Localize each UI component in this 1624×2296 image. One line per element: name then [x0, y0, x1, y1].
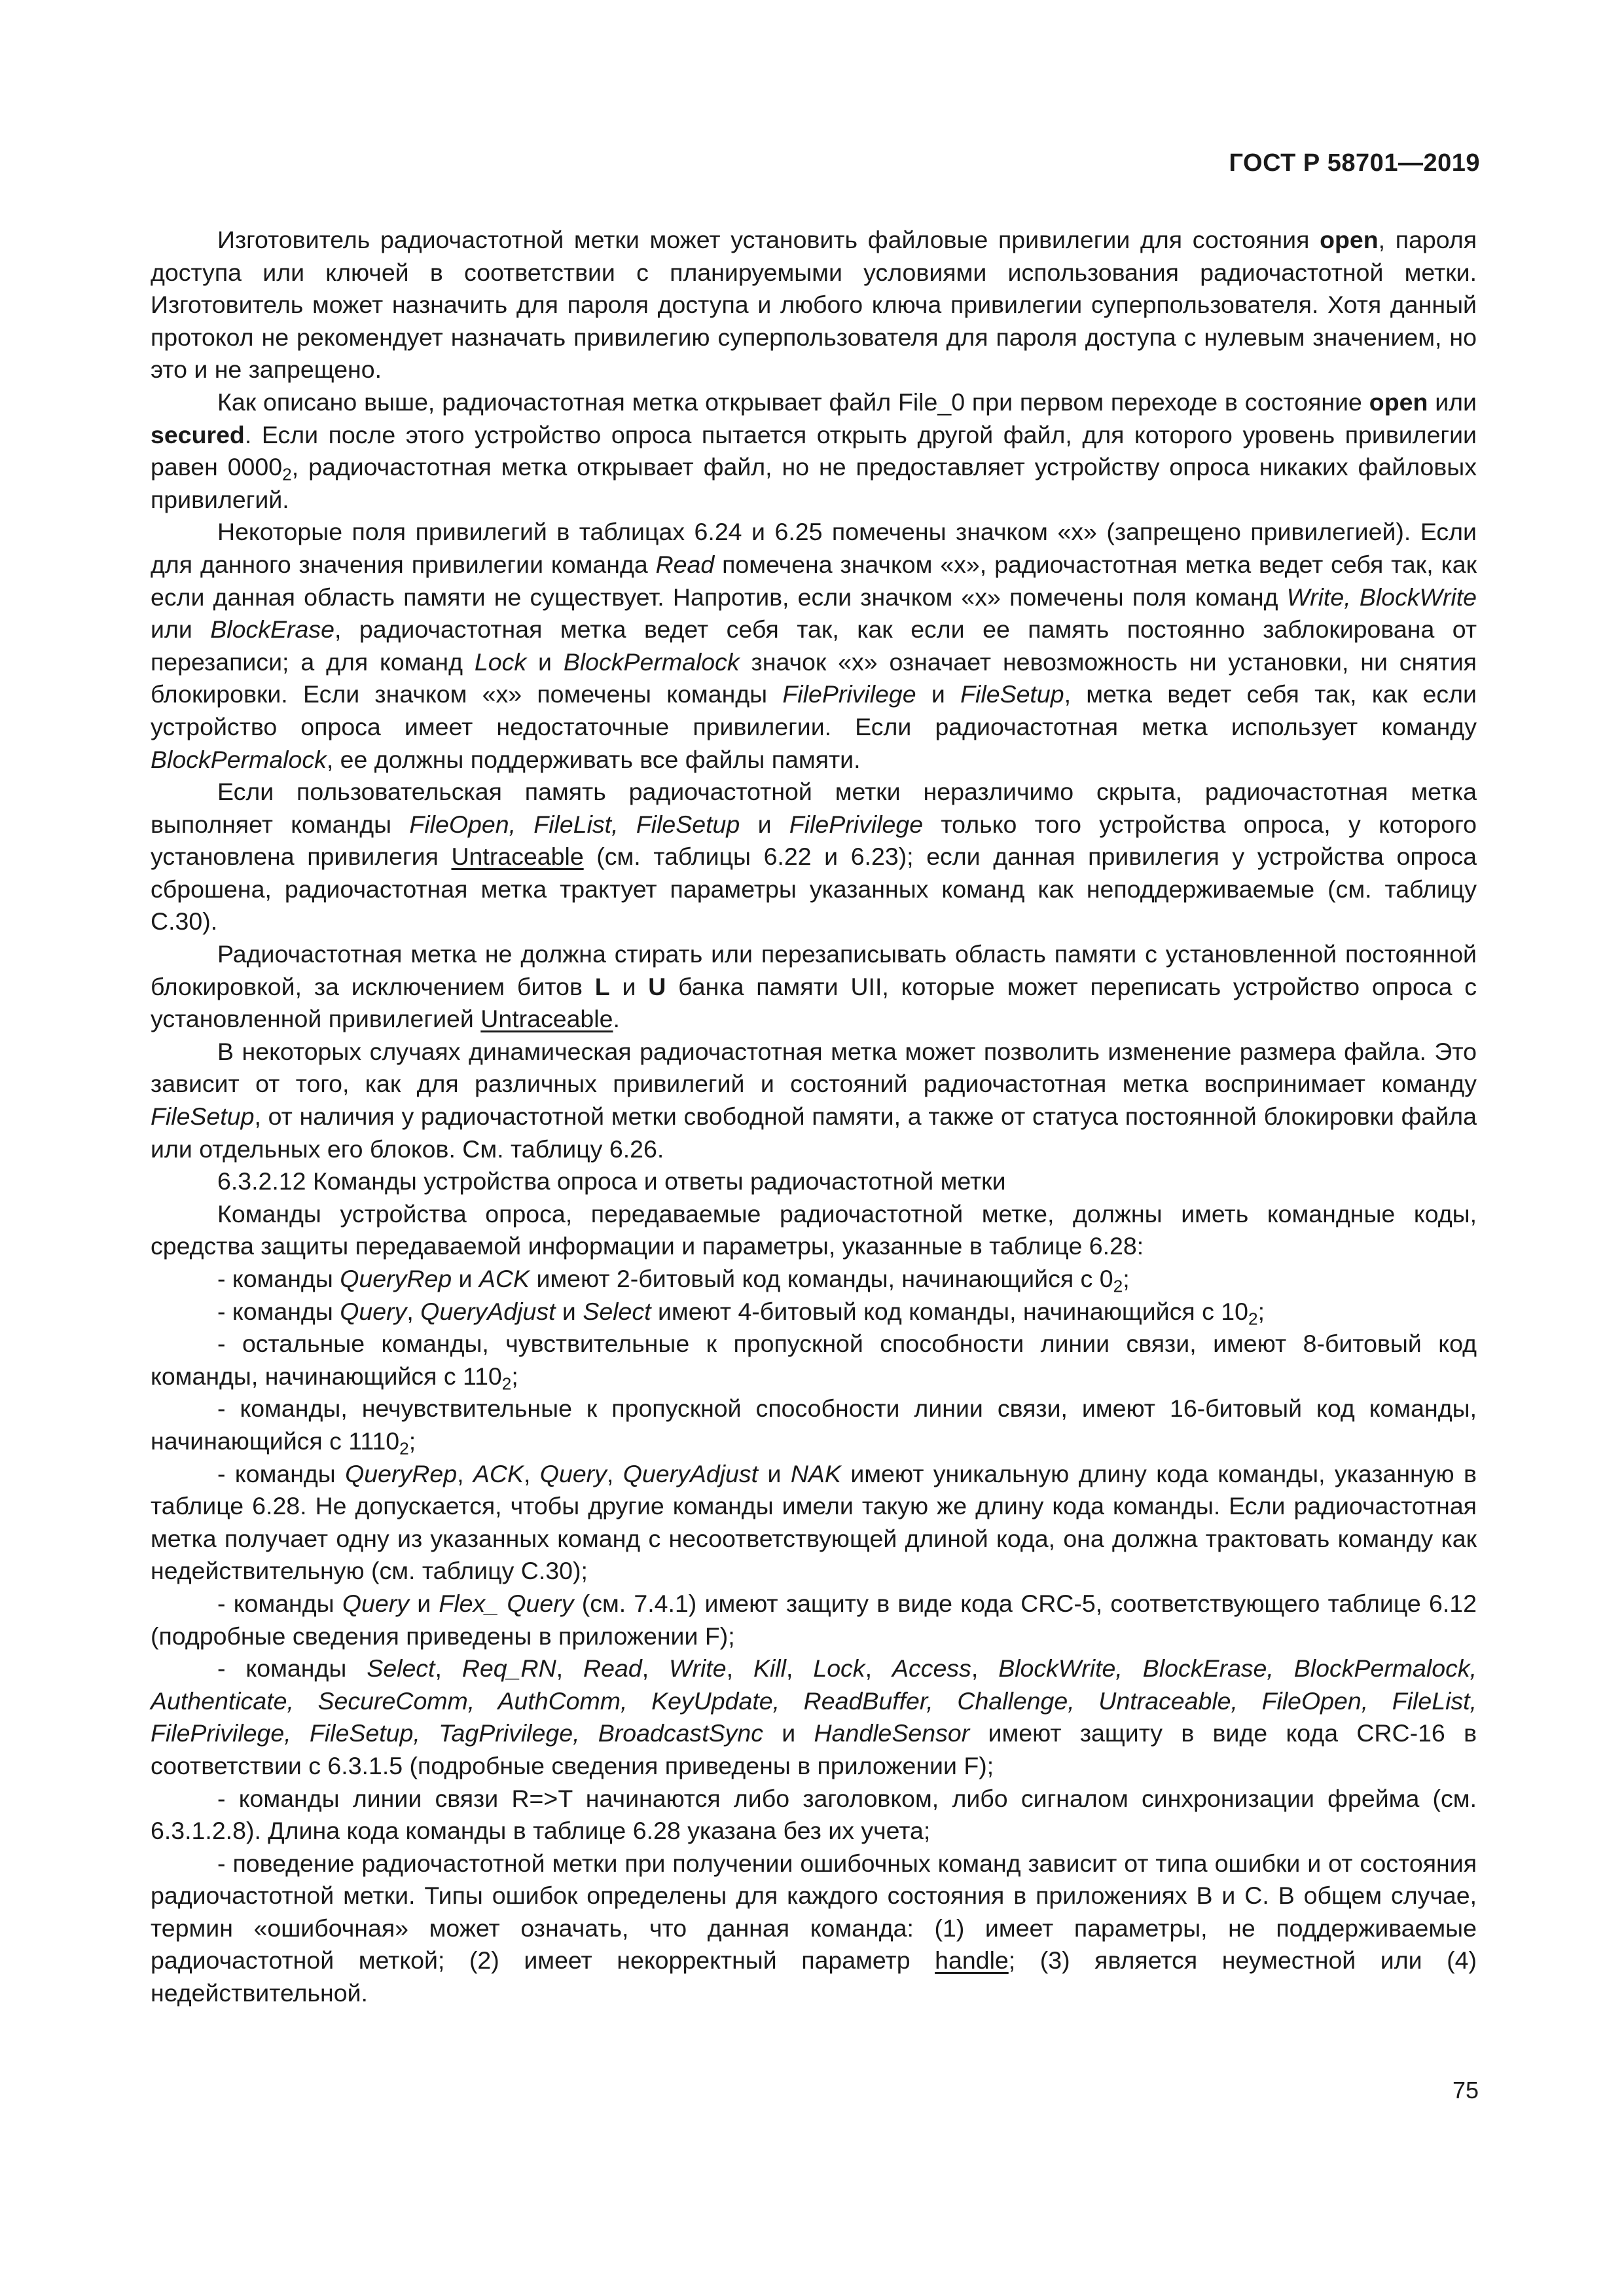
subscript: 2 — [399, 1438, 409, 1459]
subscript: 2 — [1113, 1276, 1123, 1296]
text-run: , — [406, 1297, 421, 1325]
text-run: , — [606, 1459, 623, 1487]
paragraph — [151, 1165, 1477, 1198]
text-run: - команды — [217, 1589, 342, 1617]
italic-term: QueryRep — [340, 1265, 452, 1292]
italic-term: FilePrivilege — [782, 680, 916, 708]
text-run: Если пользовательская память радиочастотной метки неразличимо скрыта, радиочастотная метка выполняет команды — [151, 778, 1477, 838]
underlined-term: Untraceable — [451, 843, 584, 871]
italic-term: HandleSensor — [814, 1719, 970, 1747]
paragraph — [151, 776, 1477, 938]
text-run: , — [865, 1654, 892, 1683]
text-run: имеют 2-битовый код команды, начинающийся с 0 — [530, 1265, 1113, 1292]
italic-term: Write, BlockWrite — [1286, 583, 1477, 611]
text-run: , — [523, 1459, 540, 1487]
bold-term: secured — [151, 420, 245, 448]
text-run: Некоторые поля привилегий в таблицах 6.24 и 6.25 помечены значком «x» (запрещено привилегией). Если для данного значения привилегии команда — [151, 518, 1477, 578]
text-run: и — [758, 1459, 791, 1487]
text-run: - команды линии связи R=>T начинаются либо заголовком, либо сигналом синхронизации фрейма (см. 6.3.1.2.8). Длина кода команды в таблице 6.28 указана без их учета; — [151, 1784, 1477, 1845]
text-run: В некоторых случаях динамическая радиочастотная метка может позволить изменение размера файла. Это зависит от того, как для различных привилегий и состояний радиочастотная метка воспринимает команду — [151, 1037, 1477, 1098]
text-run: - поведение радиочастотной метки при получении ошибочных команд зависит от типа ошибки и от состояния радиочастотной метки. Типы ошибок определены для каждого состояния в приложениях В и С. В общем случае, термин «ошибочная» может означать, что данная команда: (1) имеет параметры, не поддерживаемые радиочастотной меткой; (2) имеет некорректный параметр — [151, 1849, 1477, 1975]
bold-term: open — [1369, 388, 1428, 416]
italic-term: QueryAdjust — [420, 1297, 556, 1325]
text-run: Команды устройства опроса, передаваемые радиочастотной метке, должны иметь командные коды, средства защиты передаваемой информации и параметры, указанные в таблице 6.28: — [151, 1199, 1477, 1260]
text-run: , — [641, 1654, 670, 1683]
text-run: или — [151, 615, 211, 644]
text-run: ; — [1123, 1265, 1130, 1292]
text-run: Радиочастотная метка не должна стирать или перезаписывать область памяти с установленной постоянной блокировкой, за исключением битов — [151, 940, 1477, 1000]
text-run: имеют уникальную длину кода команды, указанную в таблице 6.28. Не допускается, чтобы другие команды имели такую же длину кода команды. Если радиочастотная метка получает одну из указанных команд с несоответствующей длиной кода, она должна трактовать команду как недействительную (см. таблицу С.30); — [151, 1459, 1477, 1585]
text-run: , — [556, 1654, 584, 1683]
italic-term: Req_RN — [461, 1654, 556, 1683]
standard-header: ГОСТ Р 58701—2019 — [1229, 149, 1480, 177]
text-run: и — [763, 1719, 814, 1747]
paragraph — [151, 1328, 1477, 1393]
italic-term: Query — [340, 1297, 407, 1325]
italic-term: BlockWrite, BlockErase, BlockPermalock, Authenticate, SecureComm, AuthComm, KeyUpdate, ReadBuffer, Challenge, Untraceable, FileOpen, FileList, FilePrivilege, FileSetup, TagPrivilege, BroadcastSync — [151, 1654, 1477, 1747]
text-run: - команды — [217, 1654, 367, 1683]
text-run: - команды — [217, 1459, 346, 1487]
italic-term: Kill — [753, 1654, 786, 1683]
text-run: имеют защиту в виде кода CRC-16 в соответствии с 6.3.1.5 (подробные сведения приведены в приложении F); — [151, 1719, 1477, 1779]
italic-term: QueryAdjust — [623, 1459, 759, 1487]
paragraph — [151, 1198, 1477, 1263]
underlined-term: handle — [935, 1946, 1009, 1975]
italic-term: Lock — [813, 1654, 865, 1683]
italic-term: ACK — [473, 1459, 524, 1487]
paragraph — [151, 1848, 1477, 2010]
bold-term: L — [594, 972, 610, 1000]
italic-term: Access — [892, 1654, 971, 1683]
italic-term: BlockPermalock — [563, 647, 740, 676]
text-run: только того устройства опроса, у которого установлена привилегия — [151, 810, 1477, 871]
italic-term: Lock — [474, 647, 527, 676]
text-run: и — [609, 972, 649, 1000]
paragraph — [151, 938, 1477, 1036]
bold-term: U — [648, 972, 666, 1000]
italic-term: Query — [342, 1589, 409, 1617]
subscript: 2 — [501, 1374, 512, 1394]
text-run: или — [1428, 388, 1477, 416]
text-run: ; — [408, 1427, 416, 1455]
page-number: 75 — [1452, 2077, 1479, 2104]
text-run: , — [726, 1654, 753, 1683]
italic-term: ACK — [478, 1265, 530, 1292]
italic-term: Read — [583, 1654, 642, 1683]
text-run: помечена значком «x», радиочастотная метка ведет себя так, как если данная область памяти не существует. Напротив, если значком «x» помечены поля команд — [151, 550, 1477, 611]
text-run: имеют 4-битовый код команды, начинающийся с 10 — [651, 1297, 1248, 1325]
text-run: ; — [511, 1362, 518, 1390]
paragraph — [151, 1652, 1477, 1782]
text-run: ; (3) является неуместной или (4) недействительной. — [151, 1946, 1477, 2007]
text-run: и — [555, 1297, 583, 1325]
paragraph — [151, 1296, 1477, 1328]
italic-term: FilePrivilege — [789, 810, 924, 838]
paragraph — [151, 516, 1477, 776]
text-run: (см. 7.4.1) имеют защиту в виде кода CRC-5, соответствующего таблице 6.12 (подробные сведения приведены в приложении F); — [151, 1589, 1477, 1650]
text-run: , радиочастотная метка открывает файл, но не предоставляет устройству опроса никаких файловых привилегий. — [151, 453, 1477, 513]
italic-term: NAK — [790, 1459, 841, 1487]
italic-term: FileSetup — [960, 680, 1064, 708]
text-run: - команды — [217, 1265, 340, 1292]
text-run: значок «x» означает невозможность ни установки, ни снятия блокировки. Если значком «x» помечены команды — [151, 647, 1477, 708]
underlined-term: Untraceable — [480, 1005, 613, 1033]
italic-term: BlockErase — [210, 615, 334, 644]
text-run: , — [971, 1654, 999, 1683]
text-run: , — [435, 1654, 462, 1683]
text-run: 6.3.2.12 Команды устройства опроса и ответы радиочастотной метки — [217, 1167, 1006, 1195]
text-run: , от наличия у радиочастотной метки свободной памяти, а также от статуса постоянной блокировки файла или отдельных его блоков. См. таблицу 6.26. — [151, 1102, 1477, 1163]
italic-term: QueryRep — [345, 1459, 458, 1487]
subscript: 2 — [1248, 1308, 1258, 1328]
text-run: банка памяти UII, которые может переписать устройство опроса с установленной привилегией — [151, 972, 1477, 1033]
paragraph — [151, 224, 1477, 386]
paragraph — [151, 1458, 1477, 1588]
italic-term: Select — [583, 1297, 651, 1325]
paragraph — [151, 1263, 1477, 1296]
italic-term: FileSetup — [151, 1102, 255, 1131]
bold-term: open — [1320, 226, 1379, 253]
subscript: 2 — [282, 464, 292, 484]
italic-term: Query — [539, 1459, 607, 1487]
text-run: Изготовитель радиочастотной метки может установить файловые привилегии для состояния — [217, 226, 1320, 253]
text-run: (см. таблицы 6.22 и 6.23); если данная привилегия у устройства опроса сброшена, радиочастотная метка трактует параметры указанных команд как неподдерживаемые (см. таблицу С.30). — [151, 843, 1477, 936]
italic-term: Write — [669, 1654, 727, 1683]
text-run: , — [785, 1654, 814, 1683]
text-run: и — [408, 1589, 439, 1617]
italic-term: Select — [367, 1654, 435, 1683]
paragraph — [151, 1588, 1477, 1652]
paragraph — [151, 1393, 1477, 1457]
text-run: - остальные команды, чувствительные к пропускной способности линии связи, имеют 8-битовый код команды, начинающийся с 110 — [151, 1330, 1477, 1390]
text-run: , ее должны поддерживать все файлы памяти. — [326, 745, 861, 773]
text-run: - команды, нечувствительные к пропускной способности линии связи, имеют 16-битовый код команды, начинающийся с 1110 — [151, 1394, 1477, 1455]
text-run: , — [457, 1459, 473, 1487]
body-text — [151, 224, 1477, 2010]
italic-term: BlockPermalock — [151, 745, 327, 773]
text-run: , радиочастотная метка ведет себя так, как если ее память постоянно заблокирована от перезаписи; а для команд — [151, 615, 1477, 676]
text-run: . Если после этого устройство опроса пытается открыть другой файл, для которого уровень привилегии равен 0000 — [151, 420, 1477, 481]
paragraph — [151, 386, 1477, 516]
text-run: и — [916, 680, 961, 708]
text-run: и — [452, 1265, 479, 1292]
italic-term: FileOpen, FileList, FileSetup — [409, 810, 740, 838]
paragraph — [151, 1783, 1477, 1848]
text-run: . — [613, 1005, 620, 1033]
text-run: , метка ведет себя так, как если устройство опроса имеет недостаточные привилегии. Если радиочастотная метка использует команду — [151, 680, 1477, 740]
text-run: Как описано выше, радиочастотная метка открывает файл File_0 при первом переходе в состояние — [217, 388, 1369, 416]
text-run: ; — [1257, 1297, 1265, 1325]
paragraph — [151, 1036, 1477, 1165]
text-run: - команды — [217, 1297, 340, 1325]
italic-term: Read — [655, 550, 715, 578]
text-run: , пароля доступа или ключей в соответствии с планируемыми условиями использования радиочастотной метки. Изготовитель может назначить для пароля доступа и любого ключа привилегии суперпользователя. Хотя данный протокол не рекомендует назначать привилегию суперпользователя для пароля доступа с нулевым значением, но это и не запрещено. — [151, 226, 1477, 384]
italic-term: Flex_ Query — [439, 1589, 574, 1617]
text-run: и — [740, 810, 789, 838]
text-run: и — [526, 647, 564, 676]
